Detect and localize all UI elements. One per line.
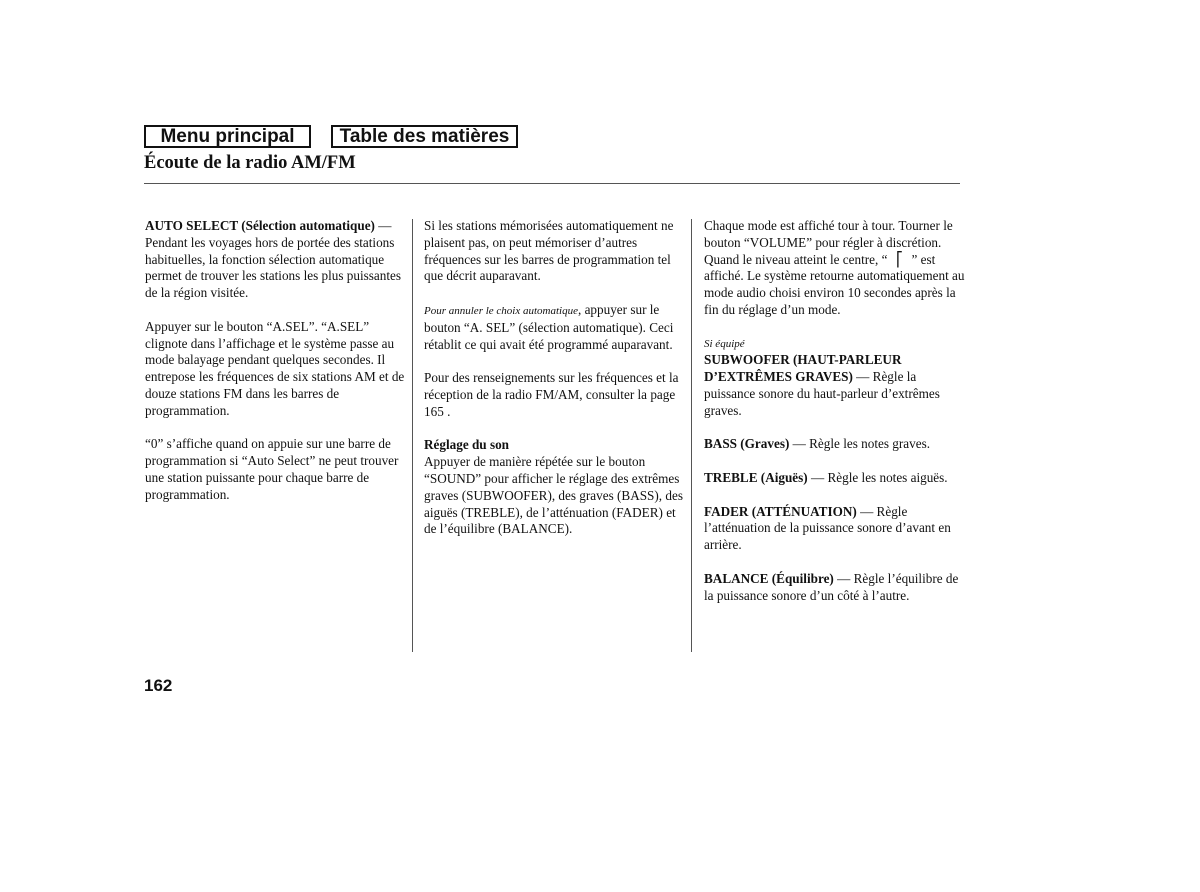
auto-select-paragraph	[145, 218, 407, 302]
sound-adjust-paragraph: Appuyer de manière répétée sur le bouton “SOUND” pour afficher le réglage des extrêmes graves (SUBWOOFER), des graves (BASS), des aiguës (TREBLE), de l’atténuation (FADER) et de l’équilibre (BALANCE).	[424, 454, 683, 537]
column-3	[704, 218, 966, 621]
equipped-note: Si équipé	[704, 337, 745, 350]
reception-info-paragraph: Pour des renseignements sur les fréquences et la réception de la radio FM/AM, consulter la page 165 .	[424, 370, 679, 419]
sound-adjust-heading-text: Réglage du son	[424, 437, 509, 453]
treble-paragraph	[704, 470, 966, 487]
cancel-auto-text: , appuyer sur le bouton “A. SEL” (sélection automatique). Ceci rétablit ce qui avait été programmé auparavant.	[424, 301, 674, 352]
cancel-auto-paragraph	[424, 302, 686, 353]
mode-cycle-text-a: Chaque mode est affiché tour à tour. Tourner le bouton “VOLUME” pour régler à discrétion. Quand le niveau atteint le centre, “	[704, 218, 953, 267]
column-1	[145, 218, 407, 520]
table-des-matieres-button[interactable]: Table des matières	[331, 125, 518, 148]
memorized-stations-paragraph: Si les stations mémorisées automatiquement ne plaisent pas, on peut mémoriser d’autres fréquences sur les barres de programmation tel que décrit auparavant.	[424, 218, 674, 284]
center-indicator-icon: ⎡	[895, 251, 903, 268]
subwoofer-text: — Règle la puissance sonore du haut-parleur d’extrêmes graves.	[704, 369, 940, 418]
bass-heading: BASS (Graves)	[704, 436, 790, 452]
header-divider	[144, 183, 960, 184]
subwoofer-paragraph	[704, 352, 966, 419]
fader-heading: FADER (ATTÉNUATION)	[704, 503, 857, 519]
sound-adjust-heading	[424, 437, 686, 454]
page-number: 162	[144, 676, 173, 695]
mode-cycle-paragraph	[704, 218, 966, 319]
bass-text: — Règle les notes graves.	[789, 436, 930, 452]
auto-select-heading: AUTO SELECT (Sélection automatique)	[145, 218, 375, 233]
treble-heading: TREBLE (Aiguës)	[704, 469, 808, 485]
balance-heading: BALANCE (Équilibre)	[704, 570, 834, 586]
page-title: Écoute de la radio AM/FM	[144, 153, 356, 173]
cancel-auto-italic: Pour annuler le choix automatique	[424, 304, 578, 317]
bass-paragraph	[704, 436, 966, 453]
column-divider-1	[412, 219, 413, 652]
fader-text: — Règle l’atténuation de la puissance sonore d’avant en arrière.	[704, 503, 951, 553]
balance-paragraph	[704, 571, 966, 605]
column-2	[424, 218, 686, 555]
zero-display-paragraph: “0” s’affiche quand on appuie sur une barre de programmation si “Auto Select” ne peut trouver une station puissante pour chaque barre de programmation.	[145, 436, 399, 502]
subwoofer-heading: SUBWOOFER (HAUT-PARLEUR D’EXTRÊMES GRAVES)	[704, 352, 902, 385]
asel-paragraph: Appuyer sur le bouton “A.SEL”. “A.SEL” clignote dans l’affichage et le système passe au mode balayage pendant quelques secondes. Il entrepose les fréquences de six stations AM et de douze stations FM dans les barres de programmation.	[145, 318, 405, 418]
auto-select-text: — Pendant les voyages hors de portée des stations habituelles, la fonction sélection automatique permet de trouver les stations les plus puissantes de la région visitée.	[145, 218, 402, 301]
treble-text: — Règle les notes aiguës.	[807, 469, 948, 485]
fader-paragraph	[704, 504, 966, 554]
menu-principal-button[interactable]: Menu principal	[144, 125, 311, 148]
column-divider-2	[691, 219, 692, 652]
mode-cycle-text-b: ” est affiché. Le système retourne automatiquement au mode audio choisi environ 10 secondes après la fin du réglage d’un mode.	[704, 251, 965, 317]
balance-text: — Règle l’équilibre de la puissance sonore d’un côté à l’autre.	[704, 570, 959, 603]
